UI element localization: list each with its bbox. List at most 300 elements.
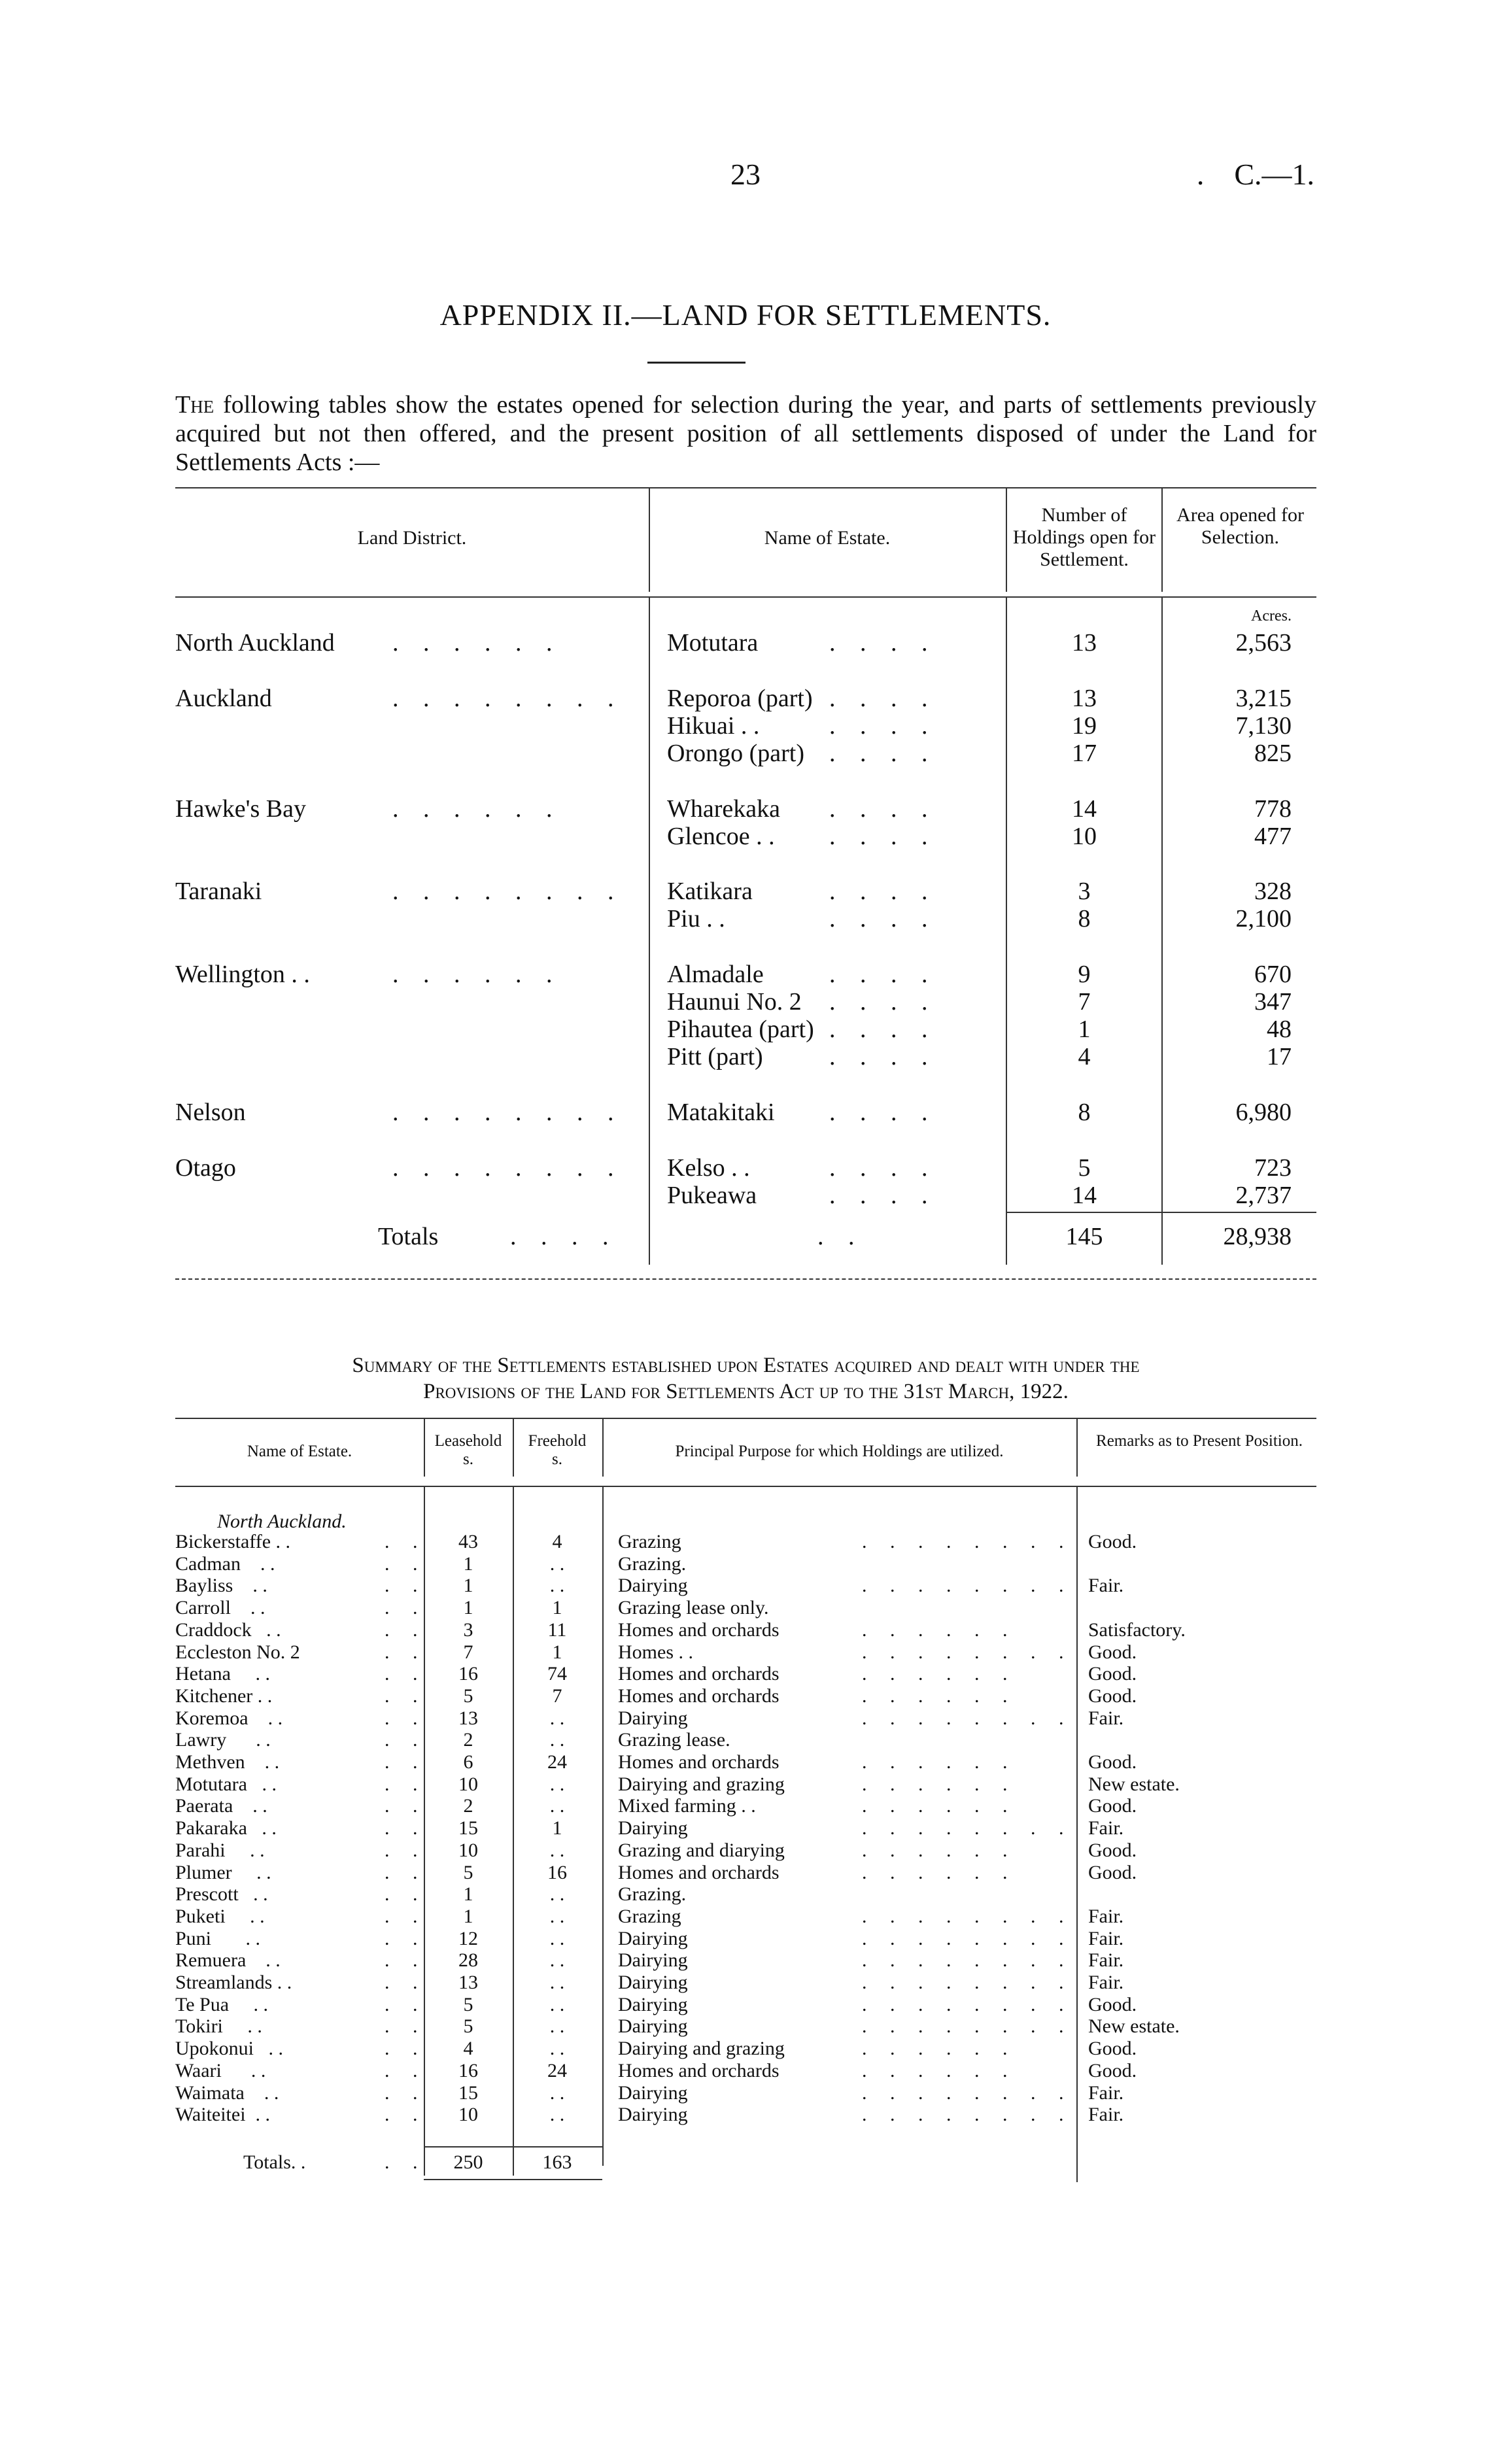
purpose-dots: . . . . . . . . (862, 1707, 1073, 1729)
area-acres: 7,130 (1235, 712, 1292, 740)
estate-dots: . . . . (829, 1016, 937, 1043)
table1-header-rule (175, 596, 1316, 598)
name-leader-dots: . . (385, 1817, 427, 1839)
summary-title (175, 1352, 1316, 1405)
name-leader-dots: . . (385, 1729, 427, 1751)
principal-purpose: Grazing lease. (618, 1729, 730, 1751)
purpose-dots: . . . . . . (862, 1685, 1017, 1707)
purpose-dots: . . . . . . . . (862, 2104, 1073, 2125)
settlement-name: Lawry . . (175, 1729, 271, 1751)
principal-purpose: Homes and orchards (618, 1619, 780, 1641)
name-leader-dots: . . (385, 1972, 427, 1993)
estate-name: Motutara (667, 629, 759, 657)
estate-name: Piu . . (667, 905, 725, 933)
principal-purpose: Dairying (618, 2104, 688, 2125)
name-leader-dots: . . (385, 1575, 427, 1596)
name-leader-dots: . . (385, 1795, 427, 1817)
purpose-dots: . . . . . . . . (862, 1575, 1073, 1596)
principal-purpose: Dairying (618, 1575, 688, 1596)
settlement-name: Eccleston No. 2 (175, 1641, 300, 1663)
remarks: Good. (1088, 1663, 1137, 1685)
settlement-name: Tokiri . . (175, 2015, 262, 2037)
remarks: Good. (1088, 1994, 1137, 2015)
summary-title-line2: Provisions of the Land for Settlements Act up to the 31st March, 1922. (423, 1380, 1069, 1403)
totals-holdings: 145 (1065, 1223, 1103, 1250)
freeholds-count: 4 (552, 1531, 562, 1552)
principal-purpose: Dairying (618, 1817, 688, 1839)
table1-header-divider (1161, 487, 1163, 592)
totals-estate-dots: . . (817, 1223, 864, 1250)
purpose-dots: . . . . . . . . (862, 1817, 1073, 1839)
settlement-name: Pakaraka . . (175, 1817, 277, 1839)
name-leader-dots: . . (385, 2038, 427, 2059)
leaseholds-count: 5 (463, 1862, 473, 1883)
name-leader-dots: . . (385, 1751, 427, 1773)
leaseholds-count: 5 (463, 1994, 473, 2015)
area-acres: 17 (1267, 1043, 1292, 1070)
land-district: Taranaki (175, 878, 262, 905)
settlement-name: Carroll . . (175, 1597, 266, 1618)
estate-dots: . . . . (829, 905, 937, 933)
holdings-count: 8 (1078, 905, 1091, 933)
holdings-count: 9 (1078, 961, 1091, 988)
leaseholds-count: 15 (458, 1817, 478, 1839)
area-acres: 477 (1254, 823, 1292, 850)
table1-totals-rule (1006, 1212, 1316, 1213)
estate-dots: . . . . (829, 878, 937, 905)
leaseholds-count: 15 (458, 2082, 478, 2104)
name-leader-dots: . . (385, 1663, 427, 1685)
settlement-name: Puketi . . (175, 1906, 265, 1927)
remarks: Good. (1088, 2060, 1137, 2081)
principal-purpose: Dairying and grazing (618, 2038, 785, 2059)
leaseholds-count: 13 (458, 1707, 478, 1729)
table2-header-divider (513, 1418, 514, 1477)
land-district: Auckland (175, 685, 272, 712)
table2-totals-freeholds: 163 (542, 2151, 572, 2173)
settlement-name: Methven . . (175, 1751, 280, 1773)
name-leader-dots: . . (385, 1707, 427, 1729)
purpose-dots: . . . . . . . . (862, 1531, 1073, 1552)
area-acres: 2,563 (1235, 629, 1292, 657)
freeholds-count: . . (549, 1795, 565, 1817)
leaseholds-count: 10 (458, 1839, 478, 1861)
name-leader-dots: . . (385, 1685, 427, 1707)
freeholds-count: 24 (547, 1751, 567, 1773)
table2-header-divider (1076, 1418, 1078, 1477)
name-leader-dots: . . (385, 1906, 427, 1927)
col-header-purpose: Principal Purpose for which Holdings are utilized. (675, 1443, 1004, 1460)
land-district-dots: . . . . . . . . (392, 685, 623, 712)
remarks: Good. (1088, 1795, 1137, 1817)
principal-purpose: Grazing. (618, 1553, 687, 1575)
name-leader-dots: . . (385, 1553, 427, 1575)
group-heading: North Auckland. (217, 1511, 347, 1532)
leaseholds-count: 10 (458, 2104, 478, 2125)
name-leader-dots: . . (385, 1839, 427, 1861)
leaseholds-count: 1 (463, 1906, 473, 1927)
leaseholds-count: 1 (463, 1597, 473, 1618)
table1-column-divider (1161, 596, 1163, 1265)
land-district: Nelson (175, 1099, 246, 1126)
remarks: Good. (1088, 1751, 1137, 1773)
holdings-count: 3 (1078, 878, 1091, 905)
estate-name: Hikuai . . (667, 712, 760, 740)
table2-header-rule (175, 1486, 1316, 1487)
area-acres: 328 (1254, 878, 1292, 905)
estate-name: Pitt (part) (667, 1043, 763, 1070)
settlement-name: Parahi . . (175, 1839, 265, 1861)
area-units: Acres. (1251, 607, 1292, 625)
settlement-name: Motutara . . (175, 1773, 277, 1795)
holdings-count: 14 (1072, 1182, 1097, 1209)
estate-name: Orongo (part) (667, 740, 804, 767)
holdings-count: 5 (1078, 1154, 1091, 1182)
estate-name: Pihautea (part) (667, 1016, 814, 1043)
freeholds-count: . . (549, 2082, 565, 2104)
purpose-dots: . . . . . . . . (862, 2015, 1073, 2037)
freeholds-count: . . (549, 1773, 565, 1795)
freeholds-count: . . (549, 1972, 565, 1993)
principal-purpose: Mixed farming . . (618, 1795, 756, 1817)
principal-purpose: Grazing. (618, 1883, 687, 1905)
table2-header-divider (424, 1418, 425, 1477)
holdings-count: 14 (1072, 795, 1097, 823)
table1-header-divider (1006, 487, 1007, 592)
leaseholds-count: 4 (463, 2038, 473, 2059)
name-leader-dots: . . (385, 1994, 427, 2015)
land-district-dots: . . . . . . (392, 961, 562, 988)
purpose-dots: . . . . . . . . (862, 1994, 1073, 2015)
doc-ref: C.—1. (1234, 158, 1314, 191)
area-acres: 347 (1254, 988, 1292, 1016)
holdings-count: 4 (1078, 1043, 1091, 1070)
appendix-title: APPENDIX II.—LAND FOR SETTLEMENTS. (439, 298, 1052, 332)
area-acres: 670 (1254, 961, 1292, 988)
title-rule (647, 362, 746, 364)
leaseholds-count: 16 (458, 1663, 478, 1685)
purpose-dots: . . . . . . . . (862, 2082, 1073, 2104)
table1-column-divider (649, 596, 650, 1265)
area-acres: 48 (1267, 1016, 1292, 1043)
principal-purpose: Homes and orchards (618, 1663, 780, 1685)
estate-name: Matakitaki (667, 1099, 775, 1126)
leaseholds-count: 2 (463, 1729, 473, 1751)
settlement-name: Bayliss . . (175, 1575, 267, 1596)
estate-dots: . . . . (829, 1154, 937, 1182)
settlement-name: Cadman . . (175, 1553, 275, 1575)
freeholds-count: . . (549, 2104, 565, 2125)
leaseholds-count: 28 (458, 1949, 478, 1971)
principal-purpose: Grazing (618, 1531, 681, 1552)
name-leader-dots: . . (385, 2060, 427, 2081)
settlement-name: Kitchener . . (175, 1685, 273, 1707)
principal-purpose: Homes and orchards (618, 1685, 780, 1707)
purpose-dots: . . . . . . (862, 2060, 1017, 2081)
estate-dots: . . . . (829, 1043, 937, 1070)
area-acres: 6,980 (1235, 1099, 1292, 1126)
table2-totals-rule (424, 2146, 602, 2147)
area-acres: 2,100 (1235, 905, 1292, 933)
area-acres: 723 (1254, 1154, 1292, 1182)
land-district: North Auckland (175, 629, 335, 657)
freeholds-count: . . (549, 1883, 565, 1905)
name-leader-dots: . . (385, 1773, 427, 1795)
totals-label-dots: . . . . (510, 1223, 618, 1250)
area-acres: 3,215 (1235, 685, 1292, 712)
freeholds-count: . . (549, 2038, 565, 2059)
name-leader-dots: . . (385, 1531, 427, 1552)
principal-purpose: Grazing lease only. (618, 1597, 769, 1618)
intro-text: following tables show the estates opened for selection during the year, and parts of settlements previously acquired but not then offered, and the present position of all settlements disposed of under the Land for Settlements Acts :— (175, 391, 1316, 476)
col-header-estate: Name of Estate. (764, 527, 891, 549)
remarks: New estate. (1088, 2015, 1180, 2037)
summary-title-line1: Summary of the Settlements established upon Estates acquired and dealt with under the (352, 1354, 1140, 1377)
estate-dots: . . . . (829, 1099, 937, 1126)
freeholds-count: 1 (552, 1817, 562, 1839)
leaseholds-count: 12 (458, 1928, 478, 1949)
settlement-name: Streamlands . . (175, 1972, 292, 1993)
settlement-name: Waiteitei . . (175, 2104, 271, 2125)
land-district-dots: . . . . . . (392, 629, 562, 657)
holdings-count: 13 (1072, 685, 1097, 712)
freeholds-count: 1 (552, 1641, 562, 1663)
estate-dots: . . . . (829, 988, 937, 1016)
estate-name: Glencoe . . (667, 823, 775, 850)
name-leader-dots: . . (385, 1597, 427, 1618)
table1-column-divider (1006, 596, 1007, 1265)
principal-purpose: Homes . . (618, 1641, 693, 1663)
leaseholds-count: 10 (458, 1773, 478, 1795)
principal-purpose: Dairying (618, 1928, 688, 1949)
settlement-name: Puni . . (175, 1928, 261, 1949)
table1-bottom-rule (175, 1278, 1316, 1280)
area-acres: 778 (1254, 795, 1292, 823)
name-leader-dots: . . (385, 2104, 427, 2125)
settlement-name: Waari . . (175, 2060, 266, 2081)
estate-name: Kelso . . (667, 1154, 750, 1182)
estate-dots: . . . . (829, 823, 937, 850)
remarks: Fair. (1088, 1972, 1124, 1993)
table2-top-rule (175, 1418, 1316, 1419)
land-district: Otago (175, 1154, 236, 1182)
estate-name: Almadale (667, 961, 764, 988)
col-header-land-district: Land District. (357, 527, 467, 549)
table2-column-divider (1076, 1486, 1078, 2182)
remarks: Fair. (1088, 1949, 1124, 1971)
freeholds-count: . . (549, 1575, 565, 1596)
remarks: Fair. (1088, 1575, 1124, 1596)
table2-column-divider (602, 1486, 604, 2166)
table1-top-rule (175, 487, 1316, 488)
principal-purpose: Dairying and grazing (618, 1773, 785, 1795)
freeholds-count: 1 (552, 1597, 562, 1618)
settlement-name: Plumer . . (175, 1862, 271, 1883)
leaseholds-count: 7 (463, 1641, 473, 1663)
page-number: 23 (730, 158, 761, 191)
settlement-name: Upokonui . . (175, 2038, 283, 2059)
principal-purpose: Homes and orchards (618, 1862, 780, 1883)
freeholds-count: . . (549, 1949, 565, 1971)
leaseholds-count: 1 (463, 1575, 473, 1596)
freeholds-count: 24 (547, 2060, 567, 2081)
holdings-count: 7 (1078, 988, 1091, 1016)
estate-name: Wharekaka (667, 795, 780, 823)
estate-name: Katikara (667, 878, 753, 905)
purpose-dots: . . . . . . (862, 1773, 1017, 1795)
leaseholds-count: 43 (458, 1531, 478, 1552)
land-district-dots: . . . . . . . . (392, 878, 623, 905)
leaseholds-count: 13 (458, 1972, 478, 1993)
col-header-estate-name: Name of Estate. (247, 1443, 352, 1460)
estate-dots: . . . . (829, 740, 937, 767)
settlement-name: Craddock . . (175, 1619, 281, 1641)
estate-dots: . . . . (829, 685, 937, 712)
principal-purpose: Dairying (618, 1994, 688, 2015)
freeholds-count: . . (549, 2015, 565, 2037)
principal-purpose: Homes and orchards (618, 1751, 780, 1773)
purpose-dots: . . . . . . . . (862, 1972, 1073, 1993)
estate-dots: . . . . (829, 1182, 937, 1209)
purpose-dots: . . . . . . (862, 1795, 1017, 1817)
leaseholds-count: 1 (463, 1553, 473, 1575)
name-leader-dots: . . (385, 1862, 427, 1883)
settlement-name: Hetana . . (175, 1663, 270, 1685)
name-leader-dots: . . (385, 1928, 427, 1949)
remarks: Good. (1088, 1839, 1137, 1861)
holdings-count: 17 (1072, 740, 1097, 767)
estate-name: Haunui No. 2 (667, 988, 802, 1016)
holdings-count: 10 (1072, 823, 1097, 850)
remarks: Good. (1088, 1531, 1137, 1552)
principal-purpose: Dairying (618, 1972, 688, 1993)
remarks: Fair. (1088, 1906, 1124, 1927)
remarks: Fair. (1088, 1928, 1124, 1949)
holdings-count: 13 (1072, 629, 1097, 657)
header-dot: . (1196, 158, 1205, 191)
totals-label: Totals (378, 1223, 439, 1250)
freeholds-count: . . (549, 1553, 565, 1575)
purpose-dots: . . . . . . . . (862, 1949, 1073, 1971)
freeholds-count: 74 (547, 1663, 567, 1685)
settlement-name: Bickerstaffe . . (175, 1531, 291, 1552)
remarks: Fair. (1088, 2104, 1124, 2125)
settlement-name: Remuera . . (175, 1949, 281, 1971)
name-leader-dots: . . (385, 1949, 427, 1971)
table2-column-divider (513, 1486, 514, 2176)
name-leader-dots: . . (385, 1619, 427, 1641)
principal-purpose: Grazing (618, 1906, 681, 1927)
purpose-dots: . . . . . . . . (862, 1928, 1073, 1949)
table2-totals-dots: . . (385, 2151, 427, 2173)
table2-totals-label: Totals. . (243, 2151, 306, 2173)
settlement-name: Koremoa . . (175, 1707, 283, 1729)
remarks: Fair. (1088, 2082, 1124, 2104)
estate-dots: . . . . (829, 795, 937, 823)
estate-name: Reporoa (part) (667, 685, 813, 712)
purpose-dots: . . . . . . . . (862, 1641, 1073, 1663)
col-header-leaseholds: Leaseholds. (434, 1432, 502, 1468)
land-district: Hawke's Bay (175, 795, 306, 823)
col-header-holdings: Number of Holdings open for Settlement. (1012, 504, 1156, 570)
remarks: Good. (1088, 1641, 1137, 1663)
purpose-dots: . . . . . . (862, 2038, 1017, 2059)
purpose-dots: . . . . . . (862, 1663, 1017, 1685)
principal-purpose: Dairying (618, 1949, 688, 1971)
purpose-dots: . . . . . . (862, 1839, 1017, 1861)
freeholds-count: . . (549, 1928, 565, 1949)
col-header-area: Area opened for Selection. (1176, 504, 1304, 548)
land-district: Wellington . . (175, 961, 310, 988)
freeholds-count: . . (549, 1994, 565, 2015)
remarks: Good. (1088, 2038, 1137, 2059)
estate-dots: . . . . (829, 629, 937, 657)
holdings-count: 19 (1072, 712, 1097, 740)
name-leader-dots: . . (385, 1641, 427, 1663)
purpose-dots: . . . . . . . . (862, 1906, 1073, 1927)
document-reference (1197, 157, 1314, 192)
remarks: Satisfactory. (1088, 1619, 1186, 1641)
leaseholds-count: 2 (463, 1795, 473, 1817)
principal-purpose: Dairying (618, 2082, 688, 2104)
holdings-count: 1 (1078, 1016, 1091, 1043)
settlement-name: Paerata . . (175, 1795, 267, 1817)
leaseholds-count: 5 (463, 1685, 473, 1707)
settlement-name: Prescott . . (175, 1883, 268, 1905)
purpose-dots: . . . . . . (862, 1862, 1017, 1883)
principal-purpose: Dairying (618, 2015, 688, 2037)
intro-paragraph (175, 390, 1316, 477)
name-leader-dots: . . (385, 2082, 427, 2104)
intro-lead: The (175, 391, 214, 419)
principal-purpose: Grazing and diarying (618, 1839, 785, 1861)
area-acres: 825 (1254, 740, 1292, 767)
col-header-freeholds: Freeholds. (528, 1432, 587, 1468)
estate-dots: . . . . (829, 961, 937, 988)
land-district-dots: . . . . . . . . (392, 1154, 623, 1182)
freeholds-count: . . (549, 1729, 565, 1751)
settlement-name: Te Pua . . (175, 1994, 269, 2015)
remarks: New estate. (1088, 1773, 1180, 1795)
freeholds-count: 7 (552, 1685, 562, 1707)
land-district-dots: . . . . . . (392, 795, 562, 823)
leaseholds-count: 5 (463, 2015, 473, 2037)
freeholds-count: 16 (547, 1862, 567, 1883)
table2-totals-leaseholds: 250 (453, 2151, 483, 2173)
leaseholds-count: 3 (463, 1619, 473, 1641)
purpose-dots: . . . . . . (862, 1751, 1017, 1773)
land-district-dots: . . . . . . . . (392, 1099, 623, 1126)
totals-area: 28,938 (1223, 1223, 1292, 1250)
holdings-count: 8 (1078, 1099, 1091, 1126)
freeholds-count: . . (549, 1839, 565, 1861)
col-header-remarks: Remarks as to Present Position. (1096, 1432, 1303, 1450)
leaseholds-count: 16 (458, 2060, 478, 2081)
name-leader-dots: . . (385, 1883, 427, 1905)
remarks: Fair. (1088, 1707, 1124, 1729)
remarks: Good. (1088, 1685, 1137, 1707)
table2-bottom-rule (424, 2179, 602, 2180)
settlement-name: Waimata . . (175, 2082, 279, 2104)
remarks: Fair. (1088, 1817, 1124, 1839)
estate-dots: . . . . (829, 712, 937, 740)
principal-purpose: Dairying (618, 1707, 688, 1729)
freeholds-count: . . (549, 1906, 565, 1927)
area-acres: 2,737 (1235, 1182, 1292, 1209)
principal-purpose: Homes and orchards (618, 2060, 780, 2081)
freeholds-count: 11 (547, 1619, 567, 1641)
purpose-dots: . . . . . . (862, 1619, 1017, 1641)
